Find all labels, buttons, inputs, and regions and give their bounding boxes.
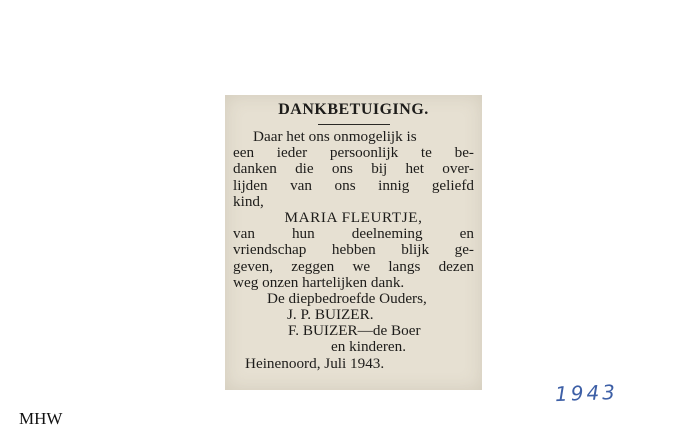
body-line: kind, xyxy=(233,192,264,210)
handwritten-year: 1943 xyxy=(554,379,619,407)
body-line: lijden van ons innig geliefd xyxy=(233,176,474,194)
body-line: geven, zeggen we langs dezen xyxy=(233,257,474,275)
body-line: danken die ons bij het over- xyxy=(233,160,474,178)
title-rule xyxy=(318,124,390,125)
place-date: Heinenoord, Juli 1943. xyxy=(245,354,385,372)
signature-mother: F. BUIZER—de Boer xyxy=(288,322,421,340)
body-line: Daar het ons onmogelijk is xyxy=(253,128,417,145)
signature-children: en kinderen. xyxy=(331,338,407,356)
clipping-body xyxy=(233,129,474,372)
body-line: vriendschap hebben blijk ge- xyxy=(233,241,474,259)
clipping-title: DANKBETUIGING. xyxy=(278,101,429,118)
body-line: weg onzen hartelijken dank. xyxy=(233,273,405,291)
body-line: van hun deelneming en xyxy=(233,225,474,243)
signature-father: J. P. BUIZER. xyxy=(287,306,374,324)
signature-parents: De diepbedroefde Ouders, xyxy=(267,289,427,307)
body-line: een ieder persoonlijk te be- xyxy=(233,144,474,162)
newspaper-clipping xyxy=(225,95,482,390)
deceased-name: MARIA FLEURTJE, xyxy=(284,208,423,226)
collection-mark: MHW xyxy=(19,409,63,428)
